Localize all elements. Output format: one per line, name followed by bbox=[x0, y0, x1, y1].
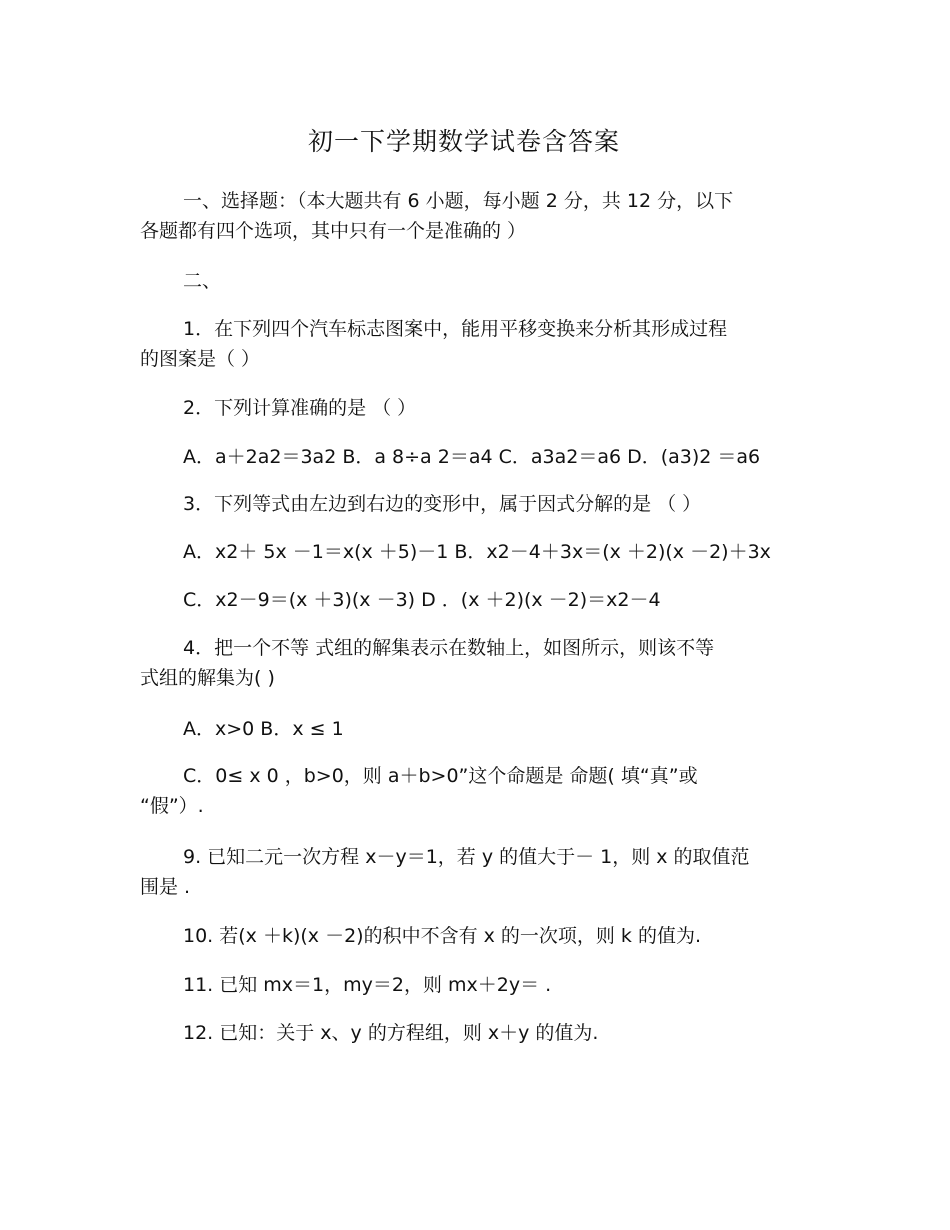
section-one-instructions bbox=[140, 186, 840, 246]
text-line: A．a＋2a2＝3a2 B．a 8÷a 2＝a4 C．a3a2＝a6 D．(a3)2 ＝a6 bbox=[183, 446, 761, 468]
page-title: 初一下学期数学试卷含答案 bbox=[307, 127, 620, 156]
text-line: 各题都有四个选项，其中只有一个是准确的 ） bbox=[140, 220, 527, 242]
text-line: “假”）. bbox=[140, 795, 204, 817]
text-line: 9. 已知二元一次方程 x－y＝1，若 y 的值大于－ 1，则 x 的取值范 bbox=[183, 846, 750, 868]
question-4 bbox=[140, 633, 840, 693]
text-line: 3．下列等式由左边到右边的变形中，属于因式分解的是 （ ） bbox=[183, 493, 702, 515]
section-two-heading bbox=[140, 266, 840, 296]
text-line: 式组的解集为( ) bbox=[140, 667, 275, 689]
question-c-statement bbox=[140, 761, 840, 821]
question-11 bbox=[140, 970, 840, 1000]
text-line: A．x>0 B．x ≤ 1 bbox=[183, 718, 344, 740]
text-line: 二、 bbox=[183, 270, 222, 292]
text-line: 4．把一个不等 式组的解集表示在数轴上，如图所示，则该不等 bbox=[183, 637, 715, 659]
question-3-options-cd bbox=[140, 585, 840, 615]
text-line: C．0≤ x 0 ，b>0，则 a＋b>0”这个命题是 命题( 填“真”或 bbox=[183, 765, 698, 787]
question-3-options-ab bbox=[140, 537, 840, 567]
text-line: 围是 . bbox=[140, 876, 191, 898]
text-line: 1．在下列四个汽车标志图案中，能用平移变换来分析其形成过程 bbox=[183, 318, 728, 340]
question-3 bbox=[140, 489, 840, 519]
text-line: C．x2－9＝(x ＋3)(x －3) D ．(x ＋2)(x －2)＝x2－4 bbox=[183, 589, 661, 611]
text-line: A．x2＋ 5x －1＝x(x ＋5)－1 B．x2－4＋3x＝(x ＋2)(x －2)＋3x bbox=[183, 541, 771, 563]
question-4-options bbox=[140, 714, 840, 744]
question-12 bbox=[140, 1018, 840, 1048]
question-2 bbox=[140, 393, 840, 423]
question-1 bbox=[140, 314, 840, 374]
text-line: 12. 已知：关于 x、y 的方程组，则 x＋y 的值为. bbox=[183, 1022, 599, 1044]
question-2-options bbox=[140, 442, 840, 472]
text-line: 2．下列计算准确的是 （ ） bbox=[183, 397, 417, 419]
question-10 bbox=[140, 921, 840, 951]
question-9 bbox=[140, 842, 840, 902]
text-line: 11. 已知 mx＝1，my＝2，则 mx＋2y＝ . bbox=[183, 974, 552, 996]
text-line: 的图案是（ ） bbox=[140, 348, 261, 370]
text-line: 10. 若(x ＋k)(x －2)的积中不含有 x 的一次项，则 k 的值为. bbox=[183, 925, 702, 947]
text-line: 一、选择题：（本大题共有 6 小题，每小题 2 分，共 12 分，以下 bbox=[183, 190, 734, 212]
